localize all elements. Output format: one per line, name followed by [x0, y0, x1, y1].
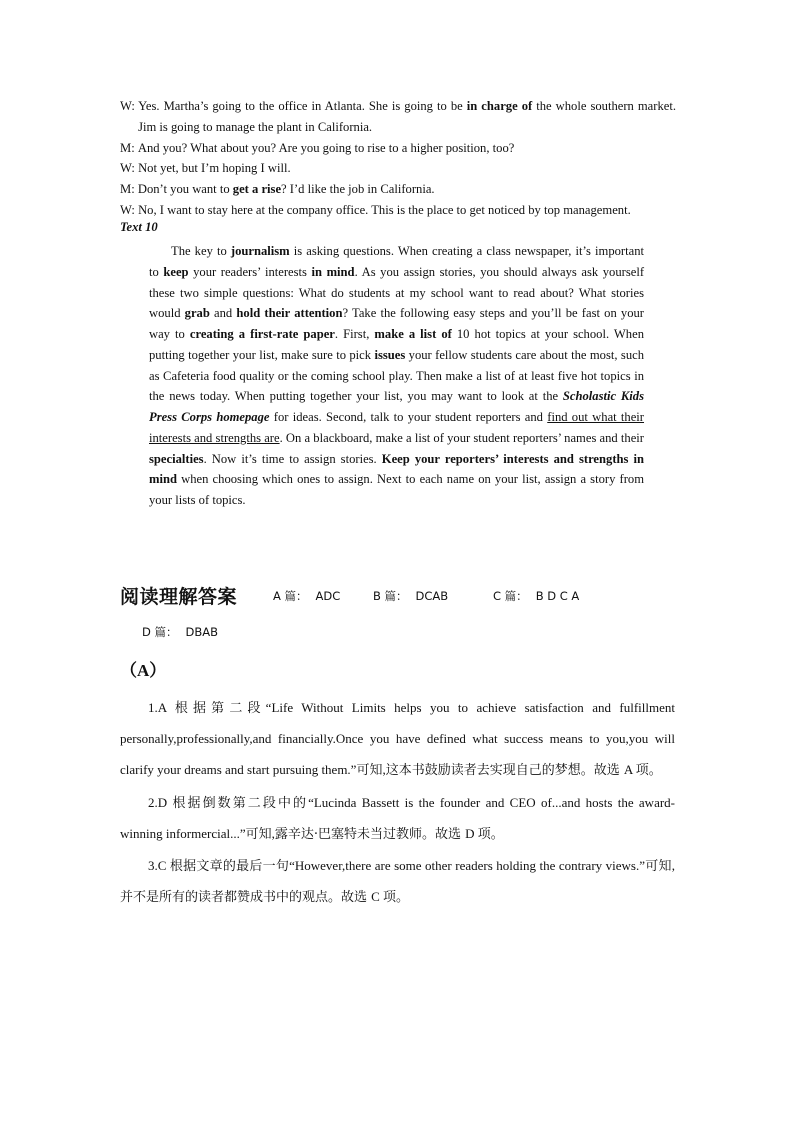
dialogue-line: [120, 138, 676, 159]
text-run: No, I want to stay here at the company office. This is the place to get noticed by top management.: [138, 202, 631, 217]
speaker-label: M:: [120, 182, 138, 197]
answer-a-value: ADC: [315, 589, 341, 603]
answer-d-value: DBAB: [185, 625, 219, 639]
text-run: the whole southern market. Jim is going to manage the plant in California.: [138, 99, 676, 134]
answer-d: [142, 624, 218, 640]
text-run: . Now it’s time to assign stories.: [203, 451, 382, 466]
bold-phrase: Scholastic Kids Press Corps homepage: [149, 389, 644, 424]
bold-phrase: journalism: [230, 244, 290, 258]
dialogue-line: [120, 179, 676, 200]
bold-phrase: specialties: [149, 451, 204, 466]
text-run: your fellow students care about the most, such as Cafeteria food quality or the coming school play. Then make a list of at least five hot topics in the news today. When putting together your list, you may want to look at the: [149, 347, 645, 404]
text-run: 10 hot topics at your school. When putting together your list, make sure to pick: [149, 327, 644, 362]
text-run: Yes. Martha’s going to the office in Atlanta. She is going to be: [138, 99, 467, 113]
text-run: . First,: [334, 327, 375, 341]
bold-phrase: get a rise: [232, 182, 282, 197]
text-run: 并不是所有的读者都赞成书中的观点。故选: [120, 890, 372, 906]
explanation-item: [120, 692, 675, 787]
text-run: when choosing which ones to assign. Next to each name on your list, assign a story from your lists of topics.: [149, 472, 644, 507]
explanation-item: [120, 850, 675, 913]
answer-c: [493, 588, 579, 604]
dialogue-text: [138, 158, 676, 179]
answer-b: [373, 588, 448, 604]
bold-phrase: keep: [163, 264, 189, 279]
passage-paragraph: [149, 241, 644, 511]
dialogue-text: [138, 138, 676, 159]
bold-phrase: grab: [184, 306, 210, 321]
dialogue-text: [138, 200, 676, 221]
bold-phrase: in mind: [311, 264, 355, 279]
answer-a: [273, 588, 340, 604]
reading-passage: [149, 241, 644, 511]
dialogue-text: [138, 96, 676, 138]
text-run: 2.D 根据倒数第二段中的“Lucinda Bassett is the founder and CEO of...and hosts the award-winning informercial...”可知,: [120, 794, 675, 841]
text-run: Not yet, but I’m hoping I will.: [138, 161, 291, 176]
dialogue-text: [138, 179, 676, 200]
section-a-heading: （A）: [120, 661, 167, 680]
dialogue-line: [120, 200, 676, 221]
text-run: 露辛达·巴塞特未当过教师。故选: [274, 826, 466, 842]
text-run: ? I’d like the job in California.: [281, 182, 435, 197]
speaker-label: W:: [120, 99, 139, 113]
text-run: . As you assign stories, you should always ask yourself these two simple questions: What do students at my school want to read about? What stories would: [149, 264, 645, 321]
text-run: 这本书鼓励读者去实现自己的梦想。故选: [385, 763, 624, 779]
text-run: A 项。: [623, 762, 662, 778]
answer-c-label: C 篇：: [493, 589, 528, 603]
bold-phrase: make a list of: [374, 327, 452, 341]
dialogue-block: [120, 96, 676, 221]
underlined-phrase: find out what their interests and strengths are: [149, 410, 645, 445]
dialogue-line: [120, 96, 676, 138]
explanations: [120, 692, 675, 913]
speaker-label: W:: [120, 161, 139, 176]
text-run: your readers’ interests: [188, 264, 312, 279]
bold-phrase: creating a first-rate paper: [189, 327, 335, 341]
text-run: 3.C 根据文章的最后一句“However,there are some other readers holding the contrary views.”可知,: [148, 858, 675, 874]
dialogue-line: [120, 158, 676, 179]
text-run: 1.A 根据第二段“Life Without Limits helps you to achieve satisfaction and fulfillment personally,professionally,and financially.Once you have defined what success means to you,you will clarify your dreams and start pursuing them.”可知,: [120, 700, 675, 778]
answer-a-label: A 篇：: [273, 589, 308, 603]
answer-c-value: B D C A: [535, 589, 580, 603]
bold-phrase: hold their attention: [236, 306, 343, 321]
bold-phrase: in charge of: [466, 99, 533, 113]
text-run: . On a blackboard, make a list of your student reporters’ names and their: [279, 430, 644, 445]
bold-phrase: issues: [374, 347, 406, 362]
bold-phrase: Keep your reporters’ interests and strengths in mind: [149, 451, 644, 487]
text-run: The key to: [171, 244, 231, 258]
speaker-label: W:: [120, 202, 139, 217]
text-run: And you? What about you? Are you going to rise to a higher position, too?: [137, 140, 515, 155]
answer-b-label: B 篇：: [373, 589, 408, 603]
text-run: is asking questions. When creating a class newspaper, it’s important to: [149, 244, 644, 279]
answer-key-title: 阅读理解答案: [120, 587, 238, 608]
text-run: Don’t you want to: [137, 182, 233, 197]
answer-b-value: DCAB: [415, 589, 449, 603]
text-run: and: [209, 306, 237, 321]
explanation-item: [120, 787, 675, 850]
text-run: for ideas. Second, talk to your student reporters and: [269, 410, 548, 424]
speaker-label: M:: [120, 140, 138, 155]
answer-d-label: D 篇：: [142, 625, 178, 639]
text-heading: Text 10: [120, 220, 158, 234]
text-run: ? Take the following easy steps and you’ll be fast on your way to: [149, 306, 644, 341]
text-run: C 项。: [371, 889, 410, 905]
text-run: D 项。: [465, 825, 504, 841]
